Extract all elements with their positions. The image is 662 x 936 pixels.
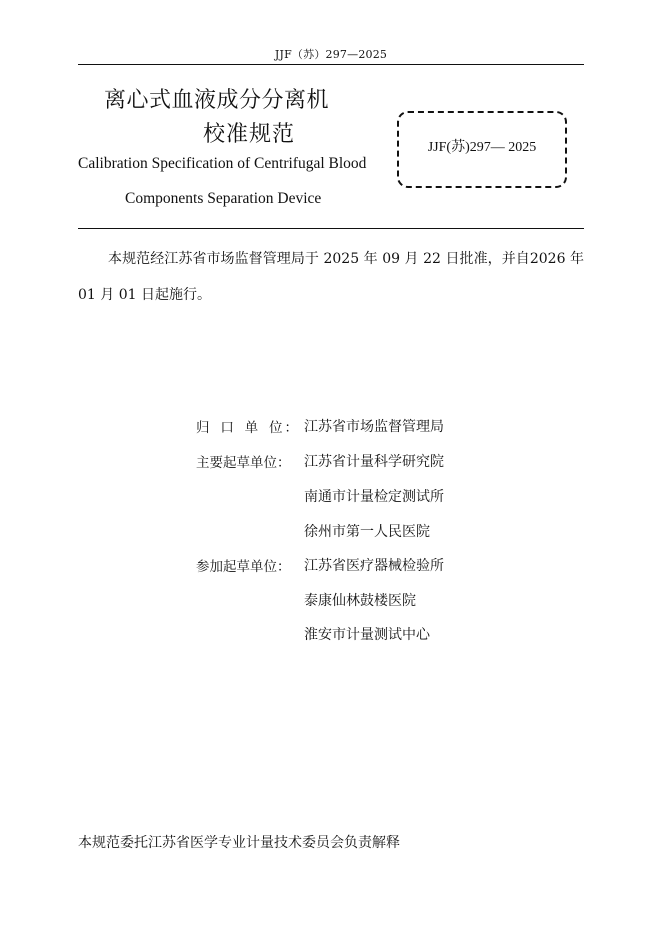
responsible-unit-label [196,416,298,436]
header-rule [78,64,584,65]
label-char: 单 [244,420,259,436]
main-drafting-unit: 徐州市第一人民医院 [304,524,430,540]
title-chinese-line1: 离心式血液成分分离机 [104,88,330,113]
main-drafting-label: 主要起草单位 ： [196,455,291,471]
label-char: 口 [220,420,234,436]
participating-drafting-unit: 江苏省医疗器械检验所 [304,558,444,574]
participating-drafting-label: 参加起草单位 ： [196,559,291,575]
responsible-unit-value: 江苏省市场监督管理局 [304,419,444,435]
label-char: 归 [196,420,210,436]
main-drafting-unit: 江苏省计量科学研究院 [304,454,444,470]
title-chinese-line2: 校准规范 [203,122,296,147]
running-header: JJF（苏）297—2025 [274,48,388,61]
title-english-line1: Calibration Specification of Centrifugal Blood [78,155,367,172]
participating-drafting-unit: 泰康仙林鼓楼医院 [304,593,416,609]
main-drafting-unit: 南通市计量检定测试所 [304,489,444,505]
specification-code: JJF(苏)297— 2025 [427,139,537,155]
title-rule [78,228,584,229]
label-char: 位 ： [268,420,298,436]
specification-code-box [397,111,567,188]
approval-text: 本规范经江苏省市场监督管理局于 2025 年 09 月 22 日批准，并自2026 年 01 月 01 日起施行。 [78,251,584,303]
participating-drafting-unit: 淮安市计量测试中心 [304,627,430,643]
approval-statement [78,241,584,313]
interpretation-note: 本规范委托江苏省医学专业计量技术委员会负责解释 [78,835,400,851]
title-english-line2: Components Separation Device [125,190,322,207]
